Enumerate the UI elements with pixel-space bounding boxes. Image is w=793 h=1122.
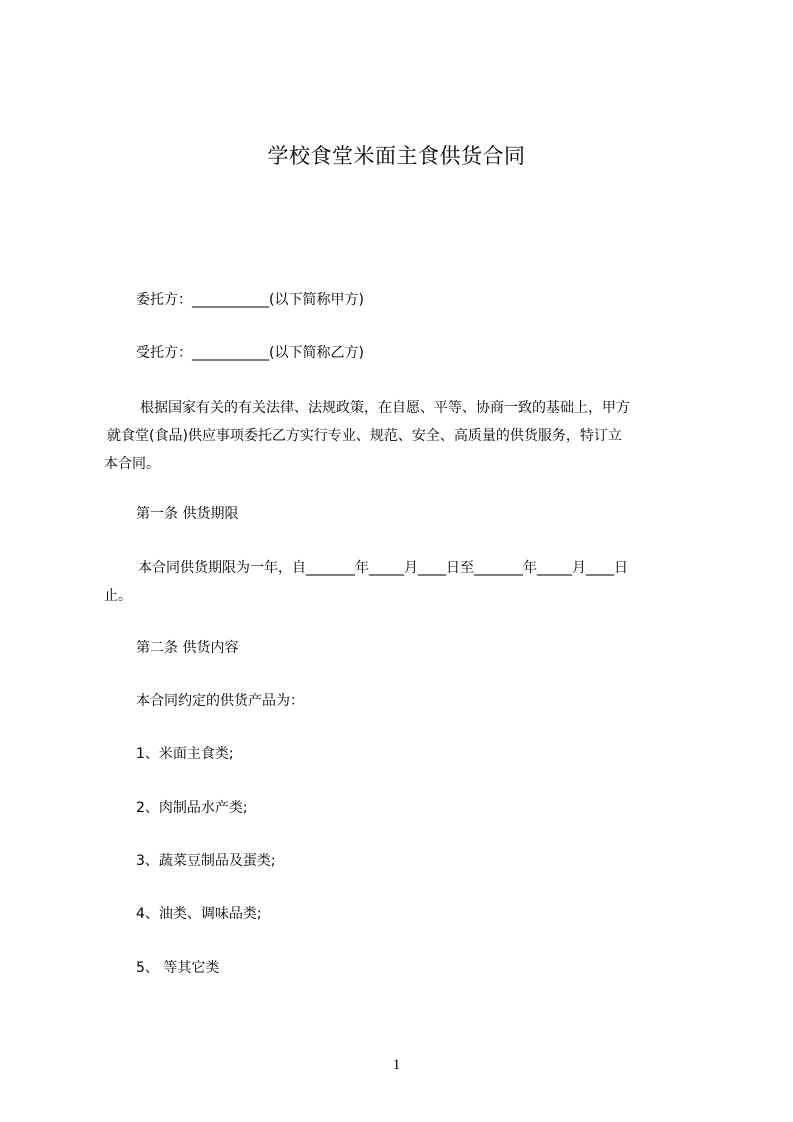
contractor-party-line: 受托方：___________(以下简称乙方) (136, 345, 364, 361)
article-1-heading: 第一条 供货期限 (136, 506, 239, 522)
article-1-body (104, 554, 704, 610)
article-1-body-line-2: 止。 (104, 588, 132, 604)
page-number: 1 (392, 1057, 401, 1073)
preamble-line-1: 根据国家有关的有关法律、法规政策，在自愿、平等、协商一致的基础上，甲方 (140, 400, 630, 416)
list-item: 3、蔬菜豆制品及蛋类; (136, 853, 276, 869)
list-item: 4、油类、调味品类; (136, 906, 262, 922)
article-2-intro: 本合同约定的供货产品为： (136, 693, 304, 709)
preamble-paragraph (104, 394, 704, 478)
article-1-body-line-1: 本合同供货期限为一年，自_______年_____月____日至_______年_____月____日 (138, 560, 628, 576)
preamble-line-3: 本合同。 (104, 456, 160, 472)
list-item: 5、 等其它类 (136, 960, 220, 976)
client-party-line: 委托方：___________(以下简称甲方) (136, 292, 364, 308)
article-2-heading: 第二条 供货内容 (136, 640, 239, 656)
list-item: 2、肉制品水产类; (136, 800, 248, 816)
document-title: 学校食堂米面主食供货合同 (267, 144, 526, 168)
list-item: 1、米面主食类; (136, 746, 234, 762)
preamble-line-2: 就食堂(食品)供应事项委托乙方实行专业、规范、安全、高质量的供货服务，特订立 (107, 428, 622, 444)
